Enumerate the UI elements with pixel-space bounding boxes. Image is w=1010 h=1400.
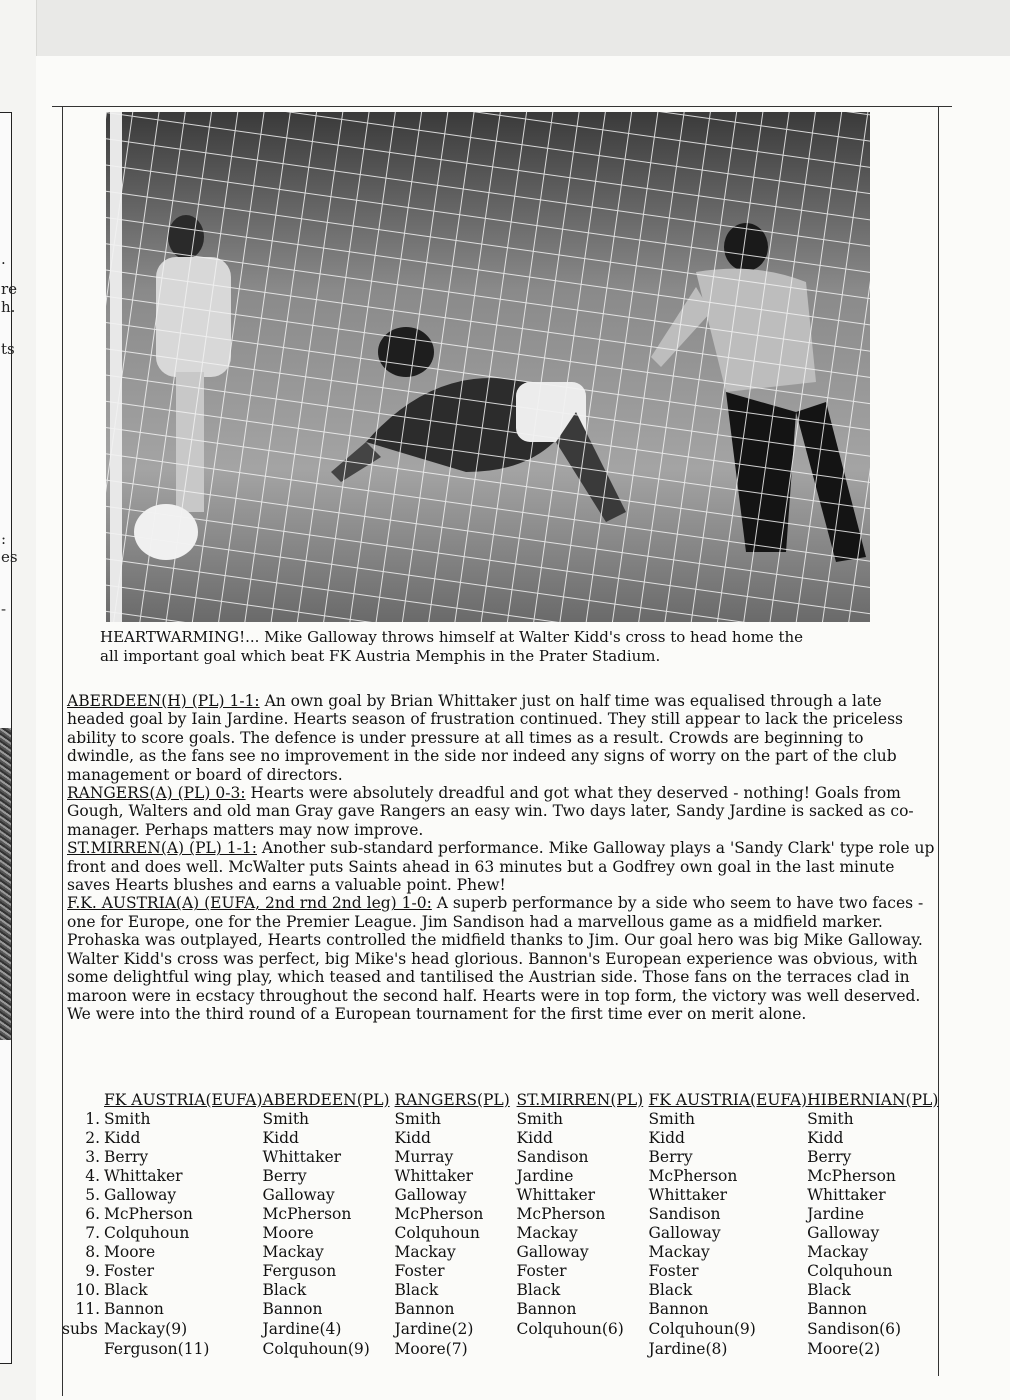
match-column-header: HIBERNIAN(PL) [807, 1091, 939, 1109]
player-name: Smith [807, 1110, 854, 1128]
margin-fragment: re [1, 280, 18, 298]
sub-entry: Jardine(2) [394, 1320, 474, 1338]
match-column-header: ABERDEEN(PL) [262, 1091, 390, 1109]
match-reports [67, 692, 935, 1023]
player-name: Whittaker [104, 1167, 183, 1185]
sub-entry: Sandison(6) [807, 1320, 902, 1338]
player-name: Whittaker [262, 1148, 342, 1166]
player-name: Kidd [807, 1129, 844, 1147]
sub-entry: Colquhoun(9) [648, 1320, 756, 1338]
player-name: Colquhoun [104, 1224, 190, 1242]
subs-body [62, 1319, 938, 1359]
team-lineups [62, 1090, 942, 1359]
margin-fragment: : [1, 530, 7, 548]
player-name: Bannon [807, 1300, 868, 1318]
sub-entry: Ferguson(11) [104, 1340, 210, 1358]
match-column-header: ST.MIRREN(PL) [516, 1091, 644, 1109]
report-heading: RANGERS(A) (PL) 0-3: [67, 784, 246, 803]
report-text: An own goal by Brian Whittaker just on half time was equalised through a late headed goal by Iain Jardine. Hearts season of frustration continued. They still appear to lack the priceless ability to score goals. The defence is under pressure at all times as a result. Crowds are beginning to dwindle, as the fans see no improvement in the side nor indeed any signs of worry on the part of the club management or board of directors. [67, 692, 903, 784]
player-name: Black [516, 1281, 561, 1299]
match-column-header: FK AUSTRIA(EUFA) [648, 1091, 808, 1109]
match-column-header: FK AUSTRIA(EUFA) [104, 1091, 263, 1109]
player-name: Bannon [648, 1300, 709, 1318]
player-name: Mackay [807, 1243, 869, 1261]
margin-fragment: es [1, 548, 18, 566]
player-name: Black [104, 1281, 148, 1299]
sub-entry: Mackay(9) [104, 1320, 188, 1338]
lineup-row [62, 1300, 938, 1319]
player-name: Smith [394, 1110, 442, 1128]
match-report [67, 784, 935, 839]
report-text: A superb performance by a side who seem to have two faces - one for Europe, one for the Premier League. Jim Sandison had a marvellous game as a midfield marker. Prohaska was outplayed, Hearts controlled the midfield thanks to Jim. Our goal hero was big Mike Galloway. Walter Kidd's cross was perfect, big Mike's head glorious. Bannon's European experience was obvious, with some delightful wing play, which teased and tantilised the Austrian side. Those fans on the terraces clad in maroon were in ecstacy throughout the second half. Hearts were in top form, the victory was well deserved. We were into the third round of a European tournament for the first time ever on merit alone. [67, 894, 924, 1023]
player-name: Black [648, 1281, 693, 1299]
match-report [67, 692, 935, 784]
match-report [67, 839, 935, 894]
player-name: Berry [807, 1148, 852, 1166]
subs-label: subs [62, 1320, 98, 1338]
player-name: Foster [104, 1262, 155, 1280]
lineup-row [62, 1262, 938, 1281]
player-name: Galloway [807, 1224, 880, 1242]
player-name: Kidd [516, 1129, 553, 1147]
player-name: Black [262, 1281, 307, 1299]
player-name: Whittaker [807, 1186, 886, 1204]
player-name: Sandison [516, 1148, 589, 1166]
report-heading: F.K. AUSTRIA(A) (EUFA, 2nd rnd 2nd leg) 1-0: [67, 894, 432, 913]
player-name: McPherson [516, 1205, 606, 1223]
player-name: Kidd [394, 1129, 431, 1147]
lineup-row [62, 1129, 938, 1148]
page-rule-top [52, 106, 952, 107]
player-name: McPherson [104, 1205, 193, 1223]
lineup-header-row [62, 1090, 938, 1110]
report-text: Hearts were absolutely dreadful and got what they deserved - nothing! Goals from Gough, Walters and old man Gray gave Rangers an easy win. Two days later, Sandy Jardine is sacked as co-manager. Perhaps matters may now improve. [67, 784, 914, 839]
subs-row [62, 1319, 938, 1339]
margin-fragment: h. [1, 298, 16, 316]
shirt-number: 8. [85, 1243, 100, 1261]
shirt-number: 1. [85, 1110, 100, 1128]
player-name: Berry [262, 1167, 307, 1185]
player-name: Moore [104, 1243, 156, 1261]
sub-entry: Colquhoun(9) [262, 1340, 370, 1358]
player-name: Kidd [104, 1129, 141, 1147]
lineup-table [62, 1090, 938, 1359]
shirt-number: 11. [75, 1300, 100, 1318]
report-text: Another sub-standard performance. Mike Galloway plays a 'Sandy Clark' type role up front and does well. McWalter puts Saints ahead in 63 minutes but a Godfrey own goal in the last minute saves Hearts blushes and earns a valuable point. Phew! [67, 839, 935, 895]
player-name: Smith [648, 1110, 696, 1128]
player-name: Murray [394, 1148, 454, 1166]
sub-entry: Jardine(8) [648, 1340, 728, 1358]
player-name: Whittaker [394, 1167, 474, 1185]
match-report [67, 894, 935, 1023]
player-name: McPherson [394, 1205, 484, 1223]
player-name: Berry [648, 1148, 693, 1166]
player-name: Foster [516, 1262, 567, 1280]
player-name: Black [394, 1281, 439, 1299]
previous-page-edge [0, 0, 37, 1400]
player-name: Whittaker [648, 1186, 728, 1204]
lineup-row [62, 1148, 938, 1167]
player-name: Mackay [516, 1224, 578, 1242]
player-name: Kidd [262, 1129, 299, 1147]
sub-entry: Moore(7) [394, 1340, 468, 1358]
shirt-number: 4. [85, 1167, 100, 1185]
player-name: Colquhoun [394, 1224, 480, 1242]
shirt-number: 2. [85, 1129, 100, 1147]
lineup-row [62, 1281, 938, 1300]
player-name: Galloway [104, 1186, 177, 1204]
header-spacer [62, 1090, 104, 1110]
shirt-number: 3. [85, 1148, 100, 1166]
match-photo-image [106, 112, 870, 622]
player-name: Foster [648, 1262, 699, 1280]
caption-line: HEARTWARMING!... Mike Galloway throws himself at Walter Kidd's cross to head home the [100, 628, 804, 646]
report-heading: ST.MIRREN(A) (PL) 1-1: [67, 839, 257, 858]
player-name: Mackay [648, 1243, 710, 1261]
shirt-number: 5. [85, 1186, 100, 1204]
lineup-row [62, 1110, 938, 1129]
player-name: Whittaker [516, 1186, 596, 1204]
sub-entry: Colquhoun(6) [516, 1320, 624, 1338]
player-name: Galloway [394, 1186, 467, 1204]
player-name: Bannon [516, 1300, 577, 1318]
subs-spacer [62, 1339, 104, 1359]
shirt-number: 9. [85, 1262, 100, 1280]
player-name: Colquhoun [807, 1262, 893, 1280]
player-name: Sandison [648, 1205, 721, 1223]
player-name: Smith [104, 1110, 151, 1128]
sub-entry [517, 1339, 649, 1359]
report-heading: ABERDEEN(H) (PL) 1-1: [67, 692, 260, 710]
magazine-page [36, 56, 1010, 1400]
subs-row [62, 1339, 938, 1359]
lineup-row [62, 1243, 938, 1262]
caption-line: all important goal which beat FK Austria Memphis in the Prater Stadium. [100, 647, 661, 665]
player-name: Bannon [104, 1300, 164, 1318]
sub-entry: Moore(2) [807, 1340, 881, 1358]
match-column-header: RANGERS(PL) [394, 1091, 510, 1109]
player-name: Smith [262, 1110, 310, 1128]
player-name: Berry [104, 1148, 149, 1166]
shirt-number: 10. [75, 1281, 100, 1299]
lineup-row [62, 1167, 938, 1186]
player-name: Mackay [262, 1243, 324, 1261]
player-name: Jardine [807, 1205, 864, 1223]
lineup-row [62, 1186, 938, 1205]
sub-entry: Jardine(4) [262, 1320, 342, 1338]
lineup-row [62, 1205, 938, 1224]
player-name: Galloway [648, 1224, 721, 1242]
player-name: Galloway [516, 1243, 589, 1261]
player-name: Foster [394, 1262, 445, 1280]
player-name: Jardine [516, 1167, 574, 1185]
player-name: Black [807, 1281, 851, 1299]
lineup-body [62, 1110, 938, 1319]
lineup-row [62, 1224, 938, 1243]
player-name: Galloway [262, 1186, 335, 1204]
margin-fragment: - [1, 600, 7, 618]
player-name: Kidd [648, 1129, 685, 1147]
player-name: Mackay [394, 1243, 456, 1261]
margin-fragment: . [1, 250, 6, 268]
shirt-number: 7. [85, 1224, 100, 1242]
player-name: Moore [262, 1224, 314, 1242]
player-name: Ferguson [262, 1262, 337, 1280]
player-name: McPherson [807, 1167, 896, 1185]
player-name: Smith [516, 1110, 564, 1128]
shirt-number: 6. [85, 1205, 100, 1223]
photo-caption [100, 628, 940, 666]
match-photo [106, 112, 870, 622]
previous-page-photo [0, 728, 11, 1040]
player-name: McPherson [262, 1205, 352, 1223]
player-name: McPherson [648, 1167, 738, 1185]
margin-fragment: ts [1, 340, 15, 358]
player-name: Bannon [394, 1300, 455, 1318]
player-name: Bannon [262, 1300, 323, 1318]
